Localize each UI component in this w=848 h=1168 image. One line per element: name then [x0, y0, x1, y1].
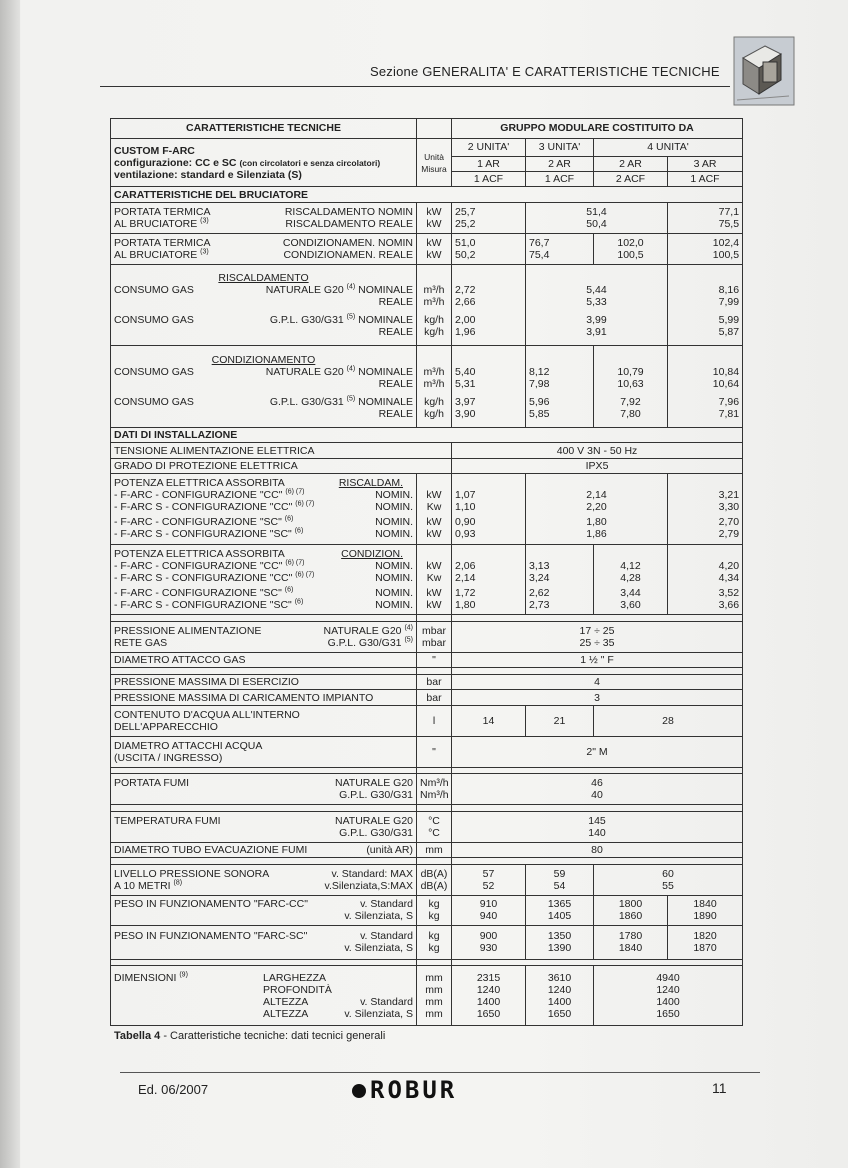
col-ar: 2 AR — [526, 156, 594, 171]
col-acf: 2 ACF — [594, 171, 668, 186]
table-row: DIAMETRO ATTACCHI ACQUA (USCITA / INGRESSO) " 2" M — [111, 736, 743, 767]
col-acf: 1 ACF — [668, 171, 743, 186]
table-row: GRADO DI PROTEZIONE ELETTRICA IPX5 — [111, 458, 743, 473]
table-row: RISCALDAMENTO CONSUMO GAS NATURALE G20 $^{(4)}$ NOMINALE REALE CONSUMO GAS G.P.L. G30/G31 $^{(5)}$ NOMINALE REALE m³/h m³/h kg/h kg/h 2,72 2,66 2,00 1,96 5,44 5,33 3,99 3,91 8,16 7,99 5,99 5,87 — [111, 264, 743, 346]
table-row: CONDIZIONAMENTO CONSUMO GAS NATURALE G20 $^{(4)}$ NOMINALE REALE CONSUMO GAS G.P.L. G30/G31 $^{(5)}$ NOMINALE REALE m³/h m³/h kg/h kg/h 5,40 5,31 3,97 3,90 8,12 7,98 5,96 5,85 10,79 10,63 7,92 7,80 10,84 10,64 7,96 7,81 — [111, 346, 743, 428]
table-row: PORTATA FUMI NATURALE G20 G.P.L. G30/G31 Nm³/h Nm³/h 46 40 — [111, 774, 743, 805]
table-row: POTENZA ELETTRICA ASSORBITA CONDIZION. - F-ARC - CONFIGURAZIONE "CC" $^{(6) (7)}$ NOMIN. - F-ARC S - CONFIGURAZIONE "CC" $^{(6) (7)}$ NOMIN. - F-ARC - CONFIGURAZIONE "SC" $^{(6)}$ NOMIN. - F-ARC S - CONFIGURAZIONE "SC" $^{(6)}$ NOMIN. kW Kw kW kW 2,06 2,14 1,72 1,80 3,13 3,24 2,62 2,73 4,12 4,28 3,44 3,60 4,20 4,34 3,52 3,66 — [111, 544, 743, 615]
table-title: CARATTERISTICHE TECNICHE — [111, 119, 417, 139]
col-acf: 1 ACF — [526, 171, 594, 186]
table-row: TENSIONE ALIMENTAZIONE ELETTRICA 400 V 3N - 50 Hz — [111, 443, 743, 458]
table-row: DIAMETRO ATTACCO GAS " 1 ½ " F — [111, 652, 743, 667]
table-row: POTENZA ELETTRICA ASSORBITA RISCALDAM. - F-ARC - CONFIGURAZIONE "CC" $^{(6) (7)}$ NOMIN. - F-ARC S - CONFIGURAZIONE "CC" $^{(6) (7)}$ NOMIN. - F-ARC - CONFIGURAZIONE "SC" $^{(6)}$ NOMIN. - F-ARC S - CONFIGURAZIONE "SC" $^{(6)}$ NOMIN. kW Kw kW kW 1,07 1,10 0,90 0,93 2,14 2,20 1,80 1,86 3,21 3,30 2,70 2,79 — [111, 474, 743, 545]
page-number: 11 — [712, 1080, 727, 1096]
col-3-units: 3 UNITA' — [526, 138, 594, 156]
burner-section-title: CARATTERISTICHE DEL BRUCIATORE — [111, 187, 743, 202]
table-row: PRESSIONE MASSIMA DI ESERCIZIO bar 4 — [111, 674, 743, 689]
table-row: PRESSIONE MASSIMA DI CARICAMENTO IMPIANTO bar 3 — [111, 690, 743, 705]
table-row: PORTATA TERMICA CONDIZIONAMEN. NOMIN AL BRUCIATORE $^{(3)}$ CONDIZIONAMEN. REALE kW kW 51,0 50,2 76,7 75,4 102,0 100,5 102,4 100,5 — [111, 233, 743, 264]
table-row: TEMPERATURA FUMI NATURALE G20 G.P.L. G30/G31 °C °C 145 140 — [111, 811, 743, 842]
col-ar: 1 AR — [452, 156, 526, 171]
edition-label: Ed. 06/2007 — [138, 1082, 209, 1097]
col-2-units: 2 UNITA' — [452, 138, 526, 156]
table-row: LIVELLO PRESSIONE SONORA v. Standard: MAX A 10 METRI $^{(8)}$ v.Silenziata,S:MAX dB(A) dB(A) 57 52 59 54 60 55 — [111, 864, 743, 895]
manual-book-icon — [733, 36, 795, 106]
col-4-units: 4 UNITA' — [594, 138, 743, 156]
section-header: Sezione GENERALITA' E CARATTERISTICHE TECNICHE — [370, 64, 720, 79]
col-acf: 1 ACF — [452, 171, 526, 186]
page-binding — [0, 0, 20, 1168]
table-caption: Tabella 4 - Caratteristiche tecniche: dati tecnici generali — [114, 1030, 386, 1042]
table-row: PESO IN FUNZIONAMENTO "FARC-SC" v. Standard v. Silenziata, S kg kg 900 930 1350 1390 1780 1840 1820 1870 — [111, 926, 743, 959]
brand-logo: ROBUR — [352, 1076, 457, 1104]
col-ar: 2 AR — [594, 156, 668, 171]
technical-data-table — [110, 118, 743, 1026]
logo-mark-icon — [352, 1084, 366, 1098]
table-row: PRESSIONE ALIMENTAZIONE NATURALE G20 $^{(4)}$ RETE GAS G.P.L. G30/G31 $^{(5)}$ mbar mbar 17 ÷ 25 25 ÷ 35 — [111, 622, 743, 653]
config-header: CUSTOM F-ARC configurazione: CC e SC (con circolatori e senza circolatori) ventilazione: standard e Silenziata (S) — [111, 138, 417, 187]
install-section-title: DATI DI INSTALLAZIONE — [111, 427, 743, 442]
table-row: PORTATA TERMICA RISCALDAMENTO NOMIN AL BRUCIATORE $^{(3)}$ RISCALDAMENTO REALE kW kW 25,7 25,2 51,4 50,4 77,1 75,5 — [111, 202, 743, 233]
group-title: GRUPPO MODULARE COSTITUITO DA — [452, 119, 743, 139]
footer-rule — [120, 1072, 760, 1073]
table-row: CONTENUTO D'ACQUA ALL'INTERNO DELL'APPARECCHIO l 14 21 28 — [111, 705, 743, 736]
table-row: DIMENSIONI $^{(9)}$ LARGHEZZA PROFONDITÀ ALTEZZA v. Standard ALTEZZA v. Silenziata, S mm mm mm mm 2315 1240 1400 1650 3610 1240 1400 1650 4940 1240 1400 1650 — [111, 966, 743, 1026]
unit-header: Unità Misura — [417, 138, 452, 187]
col-ar: 3 AR — [668, 156, 743, 171]
table-row: PESO IN FUNZIONAMENTO "FARC-CC" v. Standard v. Silenziata, S kg kg 910 940 1365 1405 1800 1860 1840 1890 — [111, 895, 743, 926]
table-row: DIAMETRO TUBO EVACUAZIONE FUMI (unità AR) mm 80 — [111, 842, 743, 857]
header-rule — [100, 86, 730, 87]
